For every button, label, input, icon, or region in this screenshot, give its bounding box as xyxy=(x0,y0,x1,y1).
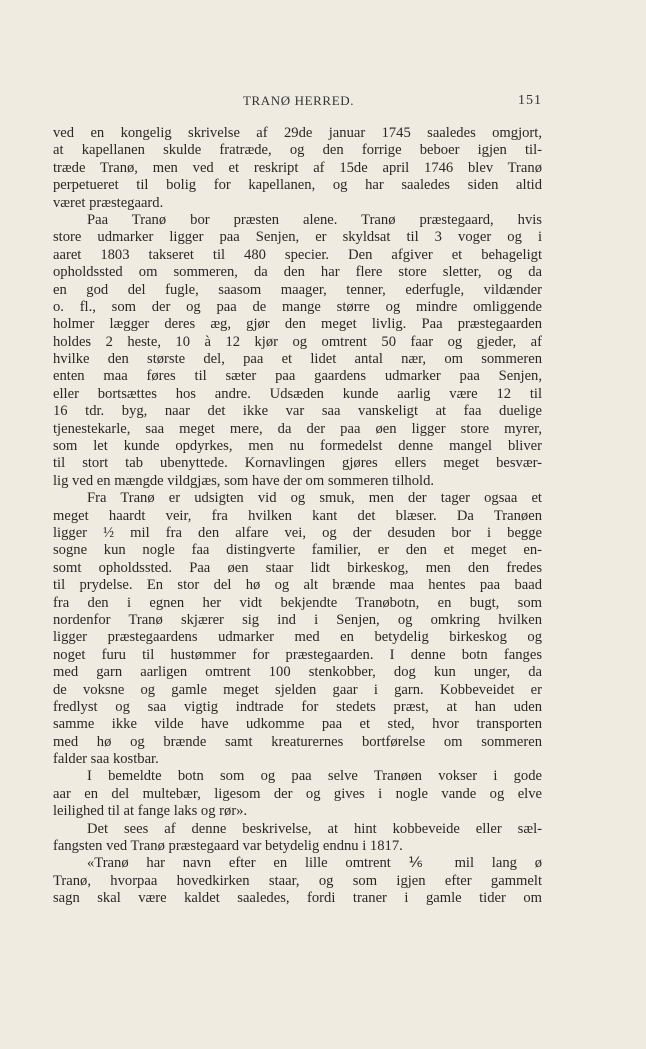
page-number: 151 xyxy=(518,93,542,108)
text-line: fangsten ved Tranø præstegaard var betydelig endnu i 1817. xyxy=(53,838,403,855)
text-line: ved en kongelig skrivelse af 29de januar 1745 saaledes omgjort, xyxy=(53,125,542,141)
text-line: Fra Tranø er udsigten vid og smuk, men der tager ogsaa et xyxy=(87,490,542,507)
text-line: somt opholdssted. Paa øen staar lidt birkeskog, men den fredes xyxy=(53,559,542,576)
text-line: leilighed til at fange laks og rør». xyxy=(53,803,248,820)
text-line: eller bortsættes hos andre. Udsæden kunde aarlig være 12 til xyxy=(53,385,542,402)
text-line: perpetueret til bolig for kapellanen, og har saaledes siden altid xyxy=(53,177,542,194)
text-line: de voksne og gamle meget sjelden gaar i garn. Kobbeveidet er xyxy=(53,681,542,698)
body-text xyxy=(53,125,542,908)
text-line: Det sees af denne beskrivelse, at hint kobbeveide eller sæl- xyxy=(87,820,542,837)
text-line: holmer lægger deres æg, gjør den meget livlig. Paa præstegaarden xyxy=(53,316,542,333)
text-line: enten maa føres til sæter paa gaardens udmarker paa Senjen, xyxy=(53,368,542,385)
text-line: ligger præstegaardens udmarker med en betydelig birkeskog og xyxy=(53,629,542,646)
text-line: noget furu til hustømmer for præstegaarden. I denne botn fanges xyxy=(53,646,542,663)
text-line: til prydelse. En stor del hø og alt brænde maa hentes paa baad xyxy=(53,577,542,594)
text-line: aar en del multebær, ligesom der og gives i nogle vande og elve xyxy=(53,785,542,802)
running-title: TRANØ HERRED. xyxy=(243,93,355,108)
text-line: aaret 1803 takseret til 480 specier. Den afgiver et behageligt xyxy=(53,246,542,263)
text-line: o. fl., som der og paa de mange større og mindre omliggende xyxy=(53,298,542,315)
text-line: I bemeldte botn som og paa selve Tranøen vokser i gode xyxy=(87,768,542,785)
text-line: falder saa kostbar. xyxy=(53,751,159,768)
text-line: tjenestekarle, saa meget mere, da der paa øen ligger store myrer, xyxy=(53,420,542,437)
text-line: som let kunde opdyrkes, men nu formedelst denne mangel bliver xyxy=(53,438,542,455)
text-line: holdes 2 heste, 10 à 12 kjør og omtrent 50 faar og gjeder, af xyxy=(53,333,542,350)
text-line: Paa Tranø bor præsten alene. Tranø præstegaard, hvis xyxy=(87,211,542,228)
text-line: en god del fugle, saasom maager, tenner, ederfugle, vildænder xyxy=(53,281,542,298)
text-line: meget haardt veir, fra hvilken kant det blæser. Da Tranøen xyxy=(53,507,542,524)
text-line: Tranø, hvorpaa hovedkirken staar, og som igjen efter gammelt xyxy=(53,872,542,889)
text-line: 16 tdr. byg, naar det ikke var saa vanskeligt at faa duelige xyxy=(53,403,542,420)
text-line: «Tranø har navn efter en lille omtrent ⅙ mil lang ø xyxy=(87,855,542,872)
text-line: opholdssted om sommeren, da den har flere store sletter, og da xyxy=(53,264,542,281)
text-line: til stort tab ubenyttede. Kornavlingen gjøres ellers meget besvær- xyxy=(53,455,542,472)
text-line: sogne kun nogle faa distingverte familier, er den et meget en- xyxy=(53,542,542,559)
text-line: fredlyst og saa vigtig indtrade for stedets præst, at han uden xyxy=(53,698,542,715)
text-line: fra den i egnen her vidt bekjendte Tranøbotn, en bugt, som xyxy=(53,594,542,611)
text-line: lig ved en mængde vildgjæs, som have der om sommeren tilhold. xyxy=(53,472,435,489)
text-line: store udmarker ligger paa Senjen, er skyldsat til 3 voger og i xyxy=(53,229,542,246)
text-line: sagn skal være kaldet saaledes, fordi traner i gamle tider om xyxy=(53,890,542,907)
text-line: med hø og brænde samt kreaturernes bortførelse om sommeren xyxy=(53,733,542,750)
text-line: ligger ½ mil fra den alfare vei, og der desuden bor i begge xyxy=(53,524,542,541)
text-line: været præstegaard. xyxy=(53,194,164,211)
text-line: træde Tranø, men ved et reskript af 15de april 1746 blev Tranø xyxy=(53,159,542,176)
text-line: hvilke den største del, paa et lidet antal nær, om sommeren xyxy=(53,351,542,368)
text-line: nordenfor Tranø skjærer sig ind i Senjen, og omkring hvilken xyxy=(53,611,542,628)
text-line: samme ikke vilde have udkomme paa et sted, hvor transporten xyxy=(53,716,542,733)
text-line: med garn aarligen omtrent 100 stenkobber, dog kun unger, da xyxy=(53,664,542,681)
text-line: at kapellanen skulde fratræde, og den forrige beboer igjen til- xyxy=(53,142,542,159)
